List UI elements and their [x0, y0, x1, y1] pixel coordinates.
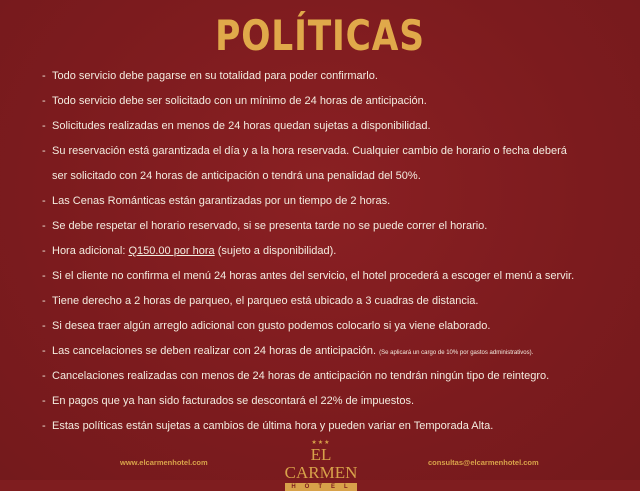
footer: [0, 438, 640, 490]
policy-item: [42, 64, 632, 89]
bullet-dash: -: [42, 395, 46, 407]
policy-text-line2: ser solicitado con 24 horas de anticipación o tendrá una penalidad del 50%.: [52, 170, 421, 182]
policy-text: Si el cliente no confirma el menú 24 horas antes del servicio, el hotel procederá a escoger el menú a servir.: [52, 270, 575, 282]
logo-stars-icon: ★★★: [311, 440, 331, 446]
policy-text: Todo servicio debe pagarse en su totalidad para poder confirmarlo.: [52, 70, 378, 82]
additional-hour-price: Q150.00 por hora: [128, 245, 215, 257]
page-title: POLÍTICAS: [215, 11, 425, 60]
bullet-dash: -: [42, 95, 46, 107]
policy-text-line1: Su reservación está garantizada el día y a la hora reservada. Cualquier cambio de horario o fecha deberá: [52, 145, 567, 157]
logo-name: EL CARMEN: [284, 445, 358, 482]
policy-item: [42, 114, 632, 139]
bullet-dash: -: [42, 145, 46, 157]
hotel-logo: [282, 440, 360, 490]
policy-text: Estas políticas están sujetas a cambios de última hora y pueden variar en Temporada Alta.: [52, 420, 494, 432]
policy-text-suffix: (sujeto a disponibilidad).: [214, 245, 337, 257]
policy-text: Tiene derecho a 2 horas de parqueo, el parqueo está ubicado a 3 cuadras de distancia.: [52, 295, 479, 307]
bullet-dash: -: [42, 195, 46, 207]
policy-text: En pagos que ya han sido facturados se descontará el 22% de impuestos.: [52, 395, 415, 407]
policy-item: [42, 264, 632, 289]
policy-item: [42, 139, 632, 189]
cancellation-fee-note: (Se aplicará un cargo de 10% por gastos administrativos).: [379, 350, 534, 356]
logo-subtitle: HOTEL: [285, 483, 357, 491]
policy-text: Solicitudes realizadas en menos de 24 horas quedan sujetas a disponibilidad.: [52, 120, 431, 132]
policy-item: [42, 214, 632, 239]
policy-item: [42, 89, 632, 114]
policy-text: Las cancelaciones se deben realizar con 24 horas de anticipación.: [52, 345, 380, 357]
policy-list: [42, 64, 632, 439]
bullet-dash: -: [42, 220, 46, 232]
policy-text: Se debe respetar el horario reservado, si se presenta tarde no se puede correr el horario.: [52, 220, 488, 232]
bullet-dash: -: [42, 270, 46, 282]
bullet-dash: -: [42, 245, 46, 257]
policy-item: [42, 239, 632, 264]
bullet-dash: -: [42, 120, 46, 132]
policy-item: [42, 189, 632, 214]
policy-text-prefix: Hora adicional:: [52, 245, 129, 257]
bullet-dash: -: [42, 70, 46, 82]
policy-item: [42, 314, 632, 339]
bullet-dash: -: [42, 420, 46, 432]
policy-item: [42, 339, 632, 364]
policy-item: [42, 389, 632, 414]
policy-item: [42, 364, 632, 389]
policy-text: Si desea traer algún arreglo adicional con gusto podemos colocarlo si ya viene elaborado.: [52, 320, 491, 332]
email-link[interactable]: consultas@elcarmenhotel.com: [428, 458, 539, 467]
policy-text: Cancelaciones realizadas con menos de 24 horas de anticipación no tendrán ningún tipo de reintegro.: [52, 370, 550, 382]
bullet-dash: -: [42, 320, 46, 332]
bullet-dash: -: [42, 295, 46, 307]
policy-text: Todo servicio debe ser solicitado con un mínimo de 24 horas de anticipación.: [52, 95, 427, 107]
website-link[interactable]: www.elcarmenhotel.com: [120, 458, 208, 467]
bullet-dash: -: [42, 345, 46, 357]
bullet-dash: -: [42, 370, 46, 382]
policy-item: [42, 414, 632, 439]
policy-text: Las Cenas Románticas están garantizadas por un tiempo de 2 horas.: [52, 195, 391, 207]
policy-item: [42, 289, 632, 314]
